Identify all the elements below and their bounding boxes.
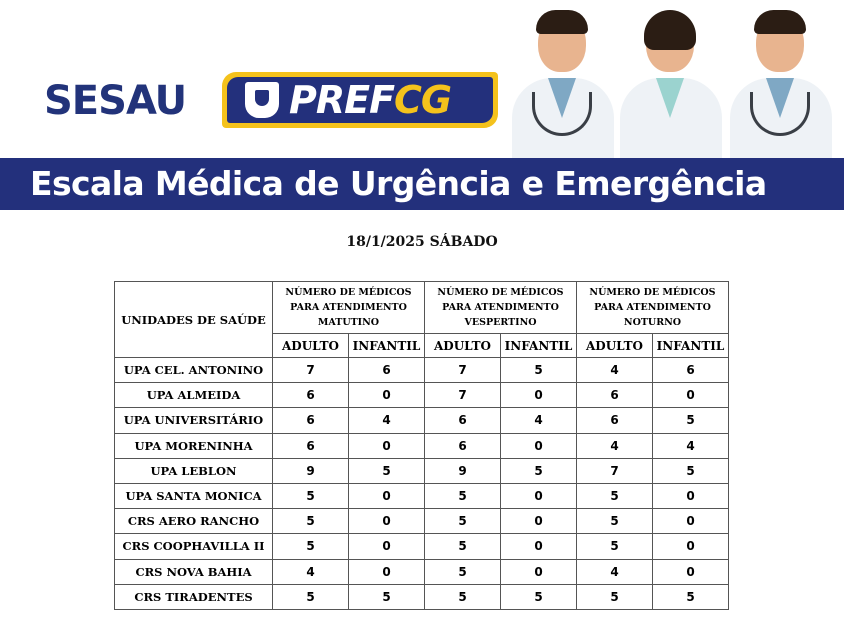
- sesau-logo: SESAU: [44, 78, 187, 124]
- doctor-count: 0: [349, 559, 425, 584]
- table-row: [115, 483, 729, 508]
- unit-name: UPA ALMEIDA: [115, 383, 273, 408]
- doctor-count: 0: [349, 433, 425, 458]
- morning-shift-header: NÚMERO DE MÉDICOS PARA ATENDIMENTO MATUTINO: [273, 282, 425, 334]
- doctor-count: 0: [653, 559, 729, 584]
- doctor-figure: [616, 0, 726, 160]
- banner-title: Escala Médica de Urgência e Emergência: [0, 158, 844, 210]
- doctor-count: 6: [273, 433, 349, 458]
- prefcg-logo: [222, 72, 498, 128]
- doctor-count: 6: [653, 358, 729, 383]
- doctor-count: 5: [425, 509, 501, 534]
- table-row: [115, 509, 729, 534]
- afternoon-shift-header: NÚMERO DE MÉDICOS PARA ATENDIMENTO VESPERTINO: [425, 282, 577, 334]
- doctor-count: 5: [425, 483, 501, 508]
- doctor-count: 4: [501, 408, 577, 433]
- unit-name: CRS TIRADENTES: [115, 584, 273, 609]
- doctor-figure: [508, 0, 618, 160]
- doctor-count: 4: [577, 433, 653, 458]
- unit-name: UPA LEBLON: [115, 458, 273, 483]
- doctor-count: 5: [273, 584, 349, 609]
- doctor-count: 0: [349, 483, 425, 508]
- doctor-count: 5: [349, 458, 425, 483]
- doctor-count: 0: [501, 509, 577, 534]
- doctor-count: 0: [501, 433, 577, 458]
- doctor-count: 0: [653, 383, 729, 408]
- table-row: [115, 559, 729, 584]
- adult-column-header: ADULTO: [273, 334, 349, 358]
- doctor-count: 9: [425, 458, 501, 483]
- doctor-count: 0: [501, 483, 577, 508]
- cg-logo-text: CG: [394, 78, 452, 122]
- doctor-count: 6: [273, 383, 349, 408]
- doctor-count: 0: [349, 534, 425, 559]
- doctor-count: 6: [425, 433, 501, 458]
- table-row: [115, 584, 729, 609]
- schedule-date: 18/1/2025 SÁBADO: [346, 234, 498, 250]
- doctor-count: 5: [425, 584, 501, 609]
- doctor-count: 4: [273, 559, 349, 584]
- doctor-count: 5: [577, 509, 653, 534]
- doctor-count: 5: [501, 358, 577, 383]
- unit-name: UPA UNIVERSITÁRIO: [115, 408, 273, 433]
- doctor-count: 5: [577, 534, 653, 559]
- doctor-count: 5: [577, 584, 653, 609]
- header: [0, 0, 844, 212]
- table-row: [115, 458, 729, 483]
- doctors-photo: [500, 0, 844, 160]
- doctor-count: 6: [577, 408, 653, 433]
- doctor-count: 0: [501, 559, 577, 584]
- table-row: [115, 534, 729, 559]
- doctor-count: 7: [425, 358, 501, 383]
- doctor-count: 6: [425, 408, 501, 433]
- doctor-count: 7: [273, 358, 349, 383]
- doctor-count: 0: [653, 534, 729, 559]
- adult-column-header: ADULTO: [425, 334, 501, 358]
- doctor-count: 0: [349, 509, 425, 534]
- doctor-count: 5: [653, 408, 729, 433]
- doctor-count: 6: [349, 358, 425, 383]
- doctor-count: 0: [653, 509, 729, 534]
- doctor-count: 4: [577, 559, 653, 584]
- night-shift-header: NÚMERO DE MÉDICOS PARA ATENDIMENTO NOTURNO: [577, 282, 729, 334]
- pref-logo-text: PREF: [289, 78, 395, 122]
- doctor-count: 5: [425, 534, 501, 559]
- doctor-count: 7: [425, 383, 501, 408]
- doctor-count: 5: [653, 584, 729, 609]
- doctor-count: 5: [349, 584, 425, 609]
- unit-name: CRS COOPHAVILLA II: [115, 534, 273, 559]
- doctor-count: 5: [501, 584, 577, 609]
- doctor-count: 0: [653, 483, 729, 508]
- doctor-count: 5: [501, 458, 577, 483]
- unit-name: UPA CEL. ANTONINO: [115, 358, 273, 383]
- doctor-count: 0: [501, 383, 577, 408]
- doctor-figure: [726, 0, 836, 160]
- doctor-count: 5: [425, 559, 501, 584]
- doctor-count: 4: [577, 358, 653, 383]
- child-column-header: INFANTIL: [501, 334, 577, 358]
- units-column-header: UNIDADES DE SAÚDE: [115, 282, 273, 358]
- doctor-count: 4: [653, 433, 729, 458]
- unit-name: UPA MORENINHA: [115, 433, 273, 458]
- table-row: [115, 383, 729, 408]
- schedule-table: [114, 281, 729, 610]
- doctor-count: 5: [273, 483, 349, 508]
- table-row: [115, 433, 729, 458]
- doctor-count: 5: [577, 483, 653, 508]
- child-column-header: INFANTIL: [653, 334, 729, 358]
- doctor-count: 4: [349, 408, 425, 433]
- doctor-count: 0: [349, 383, 425, 408]
- adult-column-header: ADULTO: [577, 334, 653, 358]
- doctor-count: 5: [273, 534, 349, 559]
- table-row: [115, 408, 729, 433]
- unit-name: UPA SANTA MONICA: [115, 483, 273, 508]
- table-row: [115, 358, 729, 383]
- unit-name: CRS AERO RANCHO: [115, 509, 273, 534]
- doctor-count: 5: [653, 458, 729, 483]
- doctor-count: 7: [577, 458, 653, 483]
- doctor-count: 6: [273, 408, 349, 433]
- child-column-header: INFANTIL: [349, 334, 425, 358]
- table-header-row: [115, 282, 729, 334]
- city-crest-icon: [245, 82, 279, 118]
- doctor-count: 6: [577, 383, 653, 408]
- doctor-count: 0: [501, 534, 577, 559]
- unit-name: CRS NOVA BAHIA: [115, 559, 273, 584]
- doctor-count: 5: [273, 509, 349, 534]
- doctor-count: 9: [273, 458, 349, 483]
